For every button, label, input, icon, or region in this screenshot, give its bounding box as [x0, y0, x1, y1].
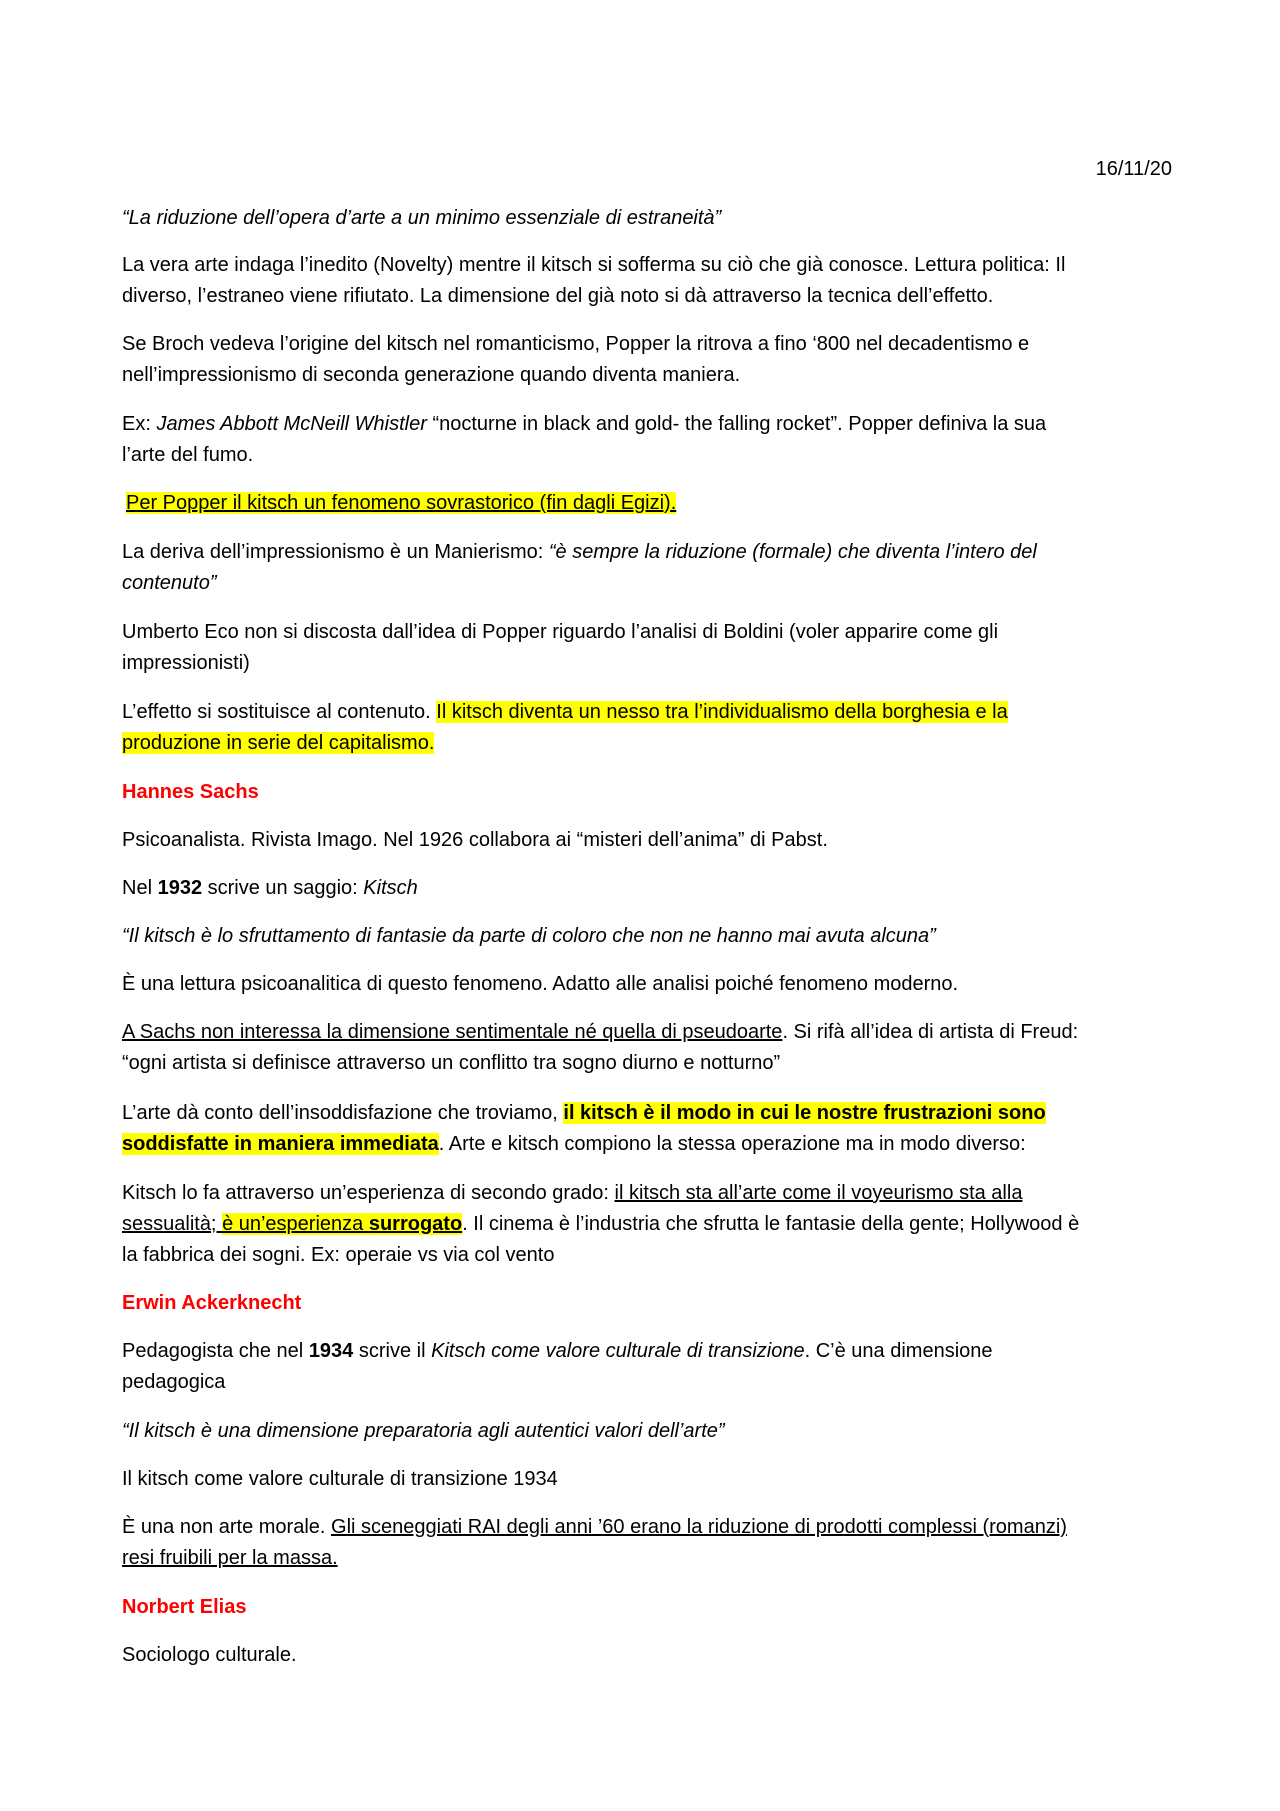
paragraph-manierismo: La deriva dell’impressionismo è un Manierismo: “è sempre la riduzione (formale) che diventa l’intero del contenuto” [122, 541, 1037, 594]
paragraph-broch-popper: Se Broch vedeva l’origine del kitsch nel romanticismo, Popper la ritrova a fino ‘800 nel decadentismo e nell’impressionismo di seconda generazione quando diventa maniera. [122, 333, 1030, 386]
date: 16/11/20 [1095, 158, 1172, 180]
paragraph-whistler-example: Ex: James Abbott McNeill Whistler “nocturne in black and gold- the falling rocket”. Popper definiva la sua l’arte del fumo. [122, 413, 1047, 466]
opening-quote: “La riduzione dell’opera d’arte a un minimo essenziale di estraneità” [122, 207, 722, 229]
paragraph-sachs-intro: Psicoanalista. Rivista Imago. Nel 1926 collabora ai “misteri dell’anima” di Pabst. [122, 829, 828, 851]
paragraph-novelty: La vera arte indaga l’inedito (Novelty) mentre il kitsch si sofferma su ciò che già conosce. Lettura politica: Il diverso, l’estraneo viene rifiutato. La dimensione del già noto si dà attraverso la tecnica dell’effetto. [122, 254, 1066, 307]
paragraph-effetto: L’effetto si sostituisce al contenuto. Il kitsch diventa un nesso tra l’individualismo della borghesia e la produzione in serie del capitalismo. [122, 701, 1008, 754]
paragraph-1932: Nel 1932 scrive un saggio: Kitsch [122, 877, 418, 899]
highlighted-popper-note: Per Popper il kitsch un fenomeno sovrastorico (fin dagli Egizi). [126, 492, 677, 514]
paragraph-eco-boldini: Umberto Eco non si discosta dall’idea di Popper riguardo l’analisi di Boldini (voler apparire come gli impressionisti) [122, 621, 999, 674]
heading-hannes-sachs: Hannes Sachs [122, 781, 259, 803]
paragraph-pedagogista: Pedagogista che nel 1934 scrive il Kitsch come valore culturale di transizione. C’è una dimensione pedagogica [122, 1340, 993, 1393]
paragraph-frustrazioni: L’arte dà conto dell’insoddisfazione che troviamo, il kitsch è il modo in cui le nostre frustrazioni sono soddisfatte in maniera immediata. Arte e kitsch compiono la stessa operazione ma in modo diverso: [122, 1102, 1046, 1155]
paragraph-surrogato: Kitsch lo fa attraverso un’esperienza di secondo grado: il kitsch sta all’arte come il voyeurismo sta alla sessualità; è un’esperienza surrogato. Il cinema è l’industria che sfrutta le fantasie della gente; Hollywood è la fabbrica dei sogni. Ex: operaie vs via col vento [122, 1182, 1080, 1266]
paragraph-transizione: Il kitsch come valore culturale di transizione 1934 [122, 1468, 558, 1490]
heading-norbert-elias: Norbert Elias [122, 1596, 247, 1618]
paragraph-sceneggiati-rai: È una non arte morale. Gli sceneggiati RAI degli anni ’60 erano la riduzione di prodotti complessi (romanzi) resi fruibili per la massa. [122, 1516, 1067, 1569]
paragraph-sociologo: Sociologo culturale. [122, 1644, 297, 1666]
paragraph-freud: A Sachs non interessa la dimensione sentimentale né quella di pseudoarte. Si rifà all’idea di artista di Freud: “ogni artista si definisce attraverso un conflitto tra sogno diurno e notturno” [122, 1021, 1079, 1074]
quote-sachs: “Il kitsch è lo sfruttamento di fantasie da parte di coloro che non ne hanno mai avuta alcuna” [122, 925, 936, 947]
quote-ackerknecht: “Il kitsch è una dimensione preparatoria agli autentici valori dell’arte” [122, 1420, 725, 1442]
paragraph-psicoanalitica: È una lettura psicoanalitica di questo fenomeno. Adatto alle analisi poiché fenomeno moderno. [122, 973, 959, 995]
heading-erwin-ackerknecht: Erwin Ackerknecht [122, 1292, 302, 1314]
